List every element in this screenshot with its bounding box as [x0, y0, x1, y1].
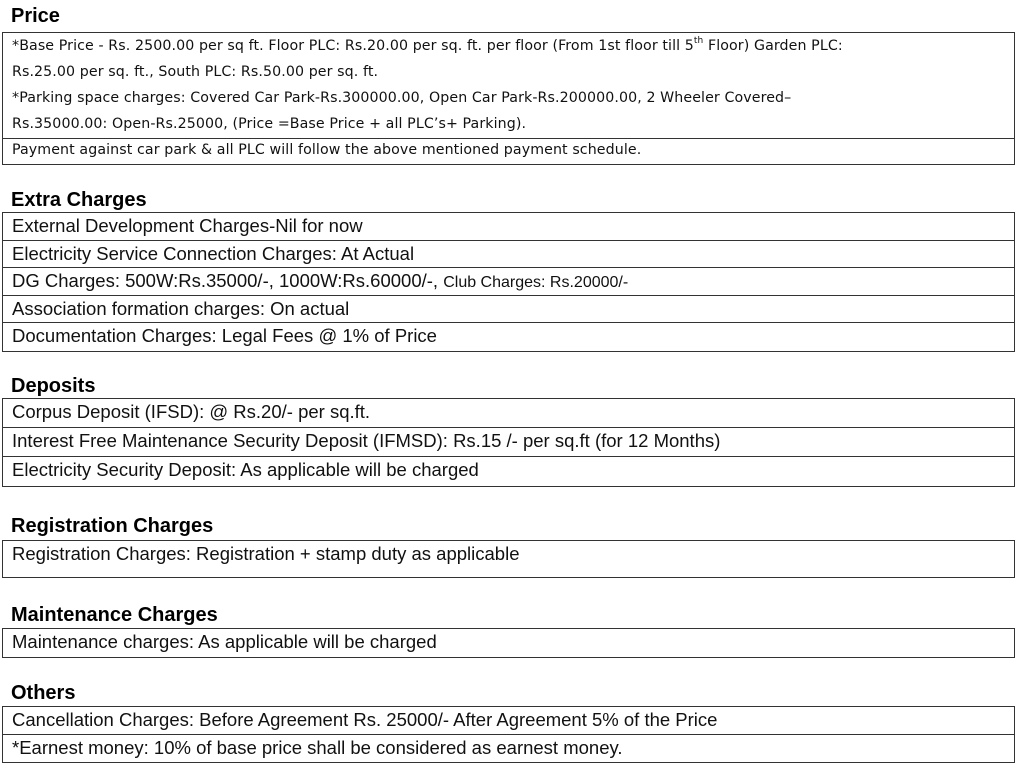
documentation-row: Documentation Charges: Legal Fees @ 1% of Price — [12, 325, 437, 346]
parking-charges-line-2: Rs.35000.00: Open-Rs.25000, (Price =Base Price + all PLC’s+ Parking). — [12, 116, 527, 132]
deposits-heading: Deposits — [11, 375, 96, 397]
electricity-security-row: Electricity Security Deposit: As applicable will be charged — [12, 459, 479, 480]
corpus-deposit-row: Corpus Deposit (IFSD): @ Rs.20/- per sq.ft. — [3, 399, 1014, 428]
extra-charges-table — [2, 212, 1015, 352]
edc-row: External Development Charges-Nil for now — [3, 213, 1014, 241]
others-heading: Others — [11, 682, 76, 704]
earnest-money-row: *Earnest money: 10% of base price shall be considered as earnest money. — [12, 736, 623, 758]
maintenance-heading: Maintenance Charges — [11, 604, 218, 626]
parking-charges-line: *Parking space charges: Covered Car Park-Rs.300000.00, Open Car Park-Rs.200000.00, 2 Wheeler Covered– — [12, 90, 792, 106]
registration-heading: Registration Charges — [11, 515, 214, 537]
price-table — [2, 32, 1015, 165]
dg-charges-row: DG Charges: 500W:Rs.35000/-, 1000W:Rs.60000/-, Club Charges: Rs.20000/- — [3, 268, 1014, 296]
others-table — [2, 706, 1015, 763]
club-charges: Club Charges: Rs.20000/- — [443, 274, 629, 291]
price-details-row — [3, 33, 1014, 139]
ifmsd-row: Interest Free Maintenance Security Deposit (IFMSD): Rs.15 /- per sq.ft (for 12 Months) — [3, 428, 1014, 457]
electricity-connection-row: Electricity Service Connection Charges: At Actual — [3, 241, 1014, 269]
maintenance-table — [2, 628, 1015, 658]
deposits-table — [2, 398, 1015, 487]
cancellation-row: Cancellation Charges: Before Agreement Rs. 25000/- After Agreement 5% of the Price — [3, 707, 1014, 735]
payment-note-row: Payment against car park & all PLC will follow the above mentioned payment schedule. — [12, 142, 642, 158]
extra-charges-heading: Extra Charges — [11, 189, 147, 211]
maintenance-row: Maintenance charges: As applicable will be charged — [12, 631, 437, 652]
price-heading: Price — [11, 5, 60, 27]
association-row: Association formation charges: On actual — [3, 296, 1014, 324]
plc-line: Rs.25.00 per sq. ft., South PLC: Rs.50.00 per sq. ft. — [12, 64, 379, 80]
base-price-line: *Base Price - Rs. 2500.00 per sq ft. Floor PLC: Rs.20.00 per sq. ft. per floor (From 1st floor till 5th Floor) Garden PLC: — [12, 36, 843, 54]
registration-row: Registration Charges: Registration + stamp duty as applicable — [12, 543, 520, 564]
registration-table — [2, 540, 1015, 578]
